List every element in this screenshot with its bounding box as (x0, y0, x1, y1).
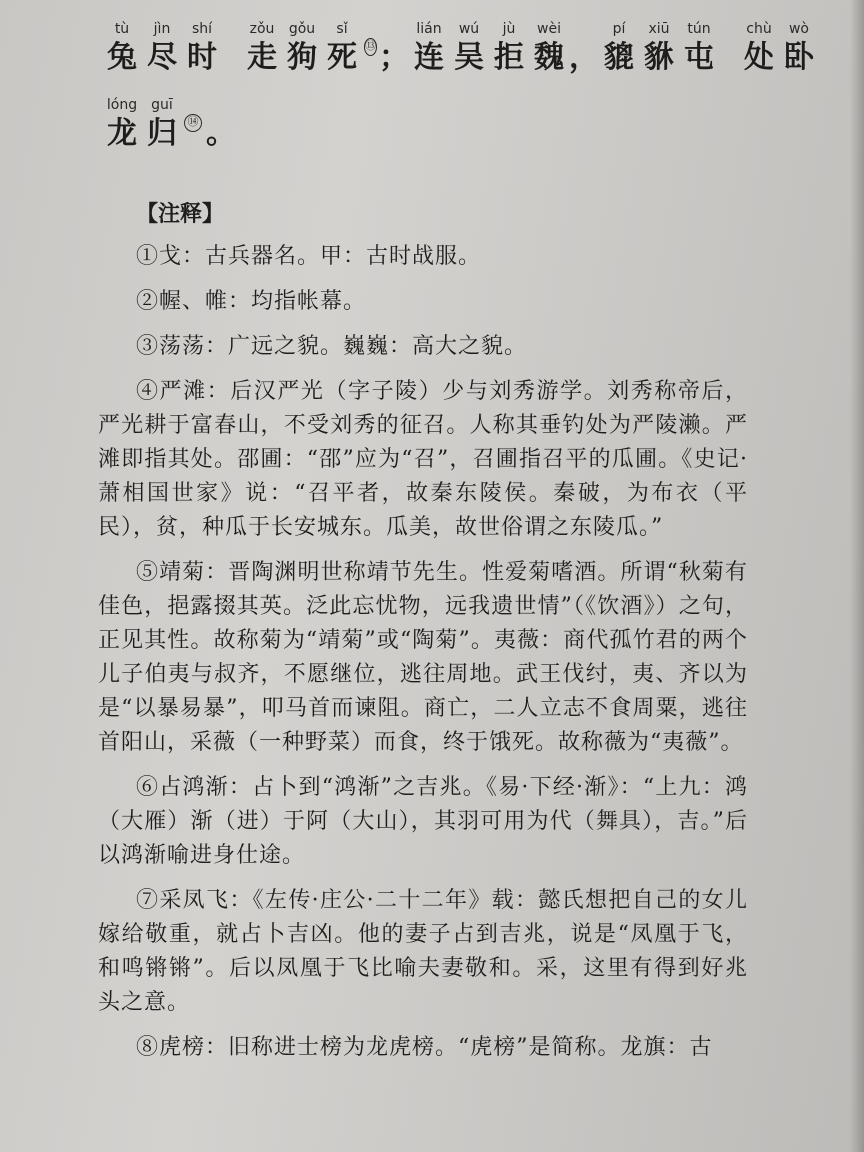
note-1: ①戈：古兵器名。甲：古时战服。 (136, 244, 482, 269)
pinyin: zǒu (249, 21, 275, 37)
ruby-char (102, 96, 142, 154)
ruby-char (142, 96, 182, 154)
ruby-char (282, 20, 322, 78)
comma: ， (569, 40, 599, 75)
pinyin: tù (114, 21, 130, 37)
line2-group1 (102, 96, 182, 154)
hanzi: 兔 (107, 40, 137, 75)
hanzi: 貔 (604, 40, 634, 75)
ruby-char (449, 20, 489, 78)
annotations-section (98, 198, 748, 1076)
hanzi: 龙 (107, 116, 137, 151)
pinyin: jìn (153, 21, 171, 37)
pinyin: wò (788, 21, 809, 37)
poem-line-2 (102, 96, 792, 154)
pinyin: guī (151, 97, 173, 113)
ruby-char (679, 20, 719, 78)
note-7: ⑦采凤飞：《左传·庄公·二十二年》载：懿氏想把自己的女儿嫁给敬重，就占卜吉凶。他的妻子占到吉兆，说是“凤凰于飞，和鸣锵锵”。后以凤凰于飞比喻夫妻敬和。采，这里有得到好兆头之意。 (98, 888, 748, 1015)
poem-with-pinyin (102, 20, 814, 154)
full-stop: 。 (206, 116, 236, 151)
footnote-marker-14: ⑭ (184, 114, 202, 132)
pinyin: chù (746, 21, 772, 37)
note-4: ④严滩：后汉严光（字子陵）少与刘秀游学。刘秀称帝后，严光耕于富春山，不受刘秀的征召。人称其垂钓处为严陵濑。严滩即指其处。邵圃：“邵”应为“召”，召圃指召平的瓜圃。《史记·萧相国世家》说：“召平者，故秦东陵侯。秦破，为布衣（平民），贫，种瓜于长安城东。瓜美，故世俗谓之东陵瓜。” (98, 379, 748, 540)
hanzi: 屯 (684, 40, 714, 75)
semicolon: ； (379, 40, 409, 75)
ruby-char (739, 20, 779, 78)
pinyin: xiū (648, 21, 670, 37)
ruby-char (409, 20, 449, 78)
ruby-char (529, 20, 569, 78)
ruby-char (639, 20, 679, 78)
ruby-char (102, 20, 142, 78)
hanzi: 时 (187, 40, 217, 75)
pinyin: tún (687, 21, 711, 37)
hanzi: 死 (327, 40, 357, 75)
line1-group2 (409, 20, 569, 78)
pinyin: shí (191, 21, 213, 37)
pinyin: lián (416, 21, 442, 37)
hanzi: 拒 (494, 40, 524, 75)
footnote-marker-13: ⑬ (364, 38, 377, 56)
ruby-char (182, 20, 222, 78)
note-2: ②幄、帷：均指帐幕。 (136, 289, 367, 314)
hanzi: 貅 (644, 40, 674, 75)
hanzi: 卧 (784, 40, 814, 75)
pinyin: wú (458, 21, 480, 37)
pinyin: pí (612, 21, 626, 37)
hanzi: 处 (744, 40, 774, 75)
hanzi: 狗 (287, 40, 317, 75)
pinyin: sǐ (336, 21, 348, 37)
hanzi: 连 (414, 40, 444, 75)
ruby-char (599, 20, 639, 78)
note-5: ⑤靖菊：晋陶渊明世称靖节先生。性爱菊嗜酒。所谓“秋菊有佳色，挹露掇其英。泛此忘忧物，远我遗世情”（《饮酒》）之句，正见其性。故称菊为“靖菊”或“陶菊”。夷薇：商代孤竹君的两个儿子伯夷与叔齐，不愿继位，逃往周地。武王伐纣，夷、齐以为是“以暴易暴”，叩马首而谏阻。商亡，二人立志不食周粟，逃往首阳山，采薇（一种野菜）而食，终于饿死。故称薇为“夷薇”。 (98, 560, 748, 755)
hanzi: 吴 (454, 40, 484, 75)
ruby-char (142, 20, 182, 78)
hanzi: 走 (247, 40, 277, 75)
hanzi: 魏 (534, 40, 564, 75)
poem-line-1 (102, 20, 814, 78)
ruby-char (489, 20, 529, 78)
pinyin: wèi (537, 21, 561, 37)
line1-group3 (599, 20, 819, 78)
book-gutter-shadow (850, 0, 864, 1152)
hanzi: 尽 (147, 40, 177, 75)
line1-group1 (102, 20, 362, 78)
note-3: ③荡荡：广远之貌。巍巍：高大之貌。 (136, 334, 528, 359)
note-8: ⑧虎榜：旧称进士榜为龙虎榜。“虎榜”是简称。龙旗：古 (136, 1035, 713, 1060)
pinyin: jù (502, 21, 516, 37)
ruby-char (779, 20, 819, 78)
pinyin: lóng (106, 97, 138, 113)
ruby-char (322, 20, 362, 78)
ruby-char (242, 20, 282, 78)
hanzi: 归 (147, 116, 177, 151)
pinyin: gǒu (288, 21, 316, 37)
annotations-heading: 【注释】 (136, 202, 225, 227)
note-6: ⑥占鸿渐：占卜到“鸿渐”之吉兆。《易·下经·渐》：“上九：鸿（大雁）渐（进）于阿（大山），其羽可用为代（舞具），吉。”后以鸿渐喻进身仕途。 (98, 775, 748, 868)
